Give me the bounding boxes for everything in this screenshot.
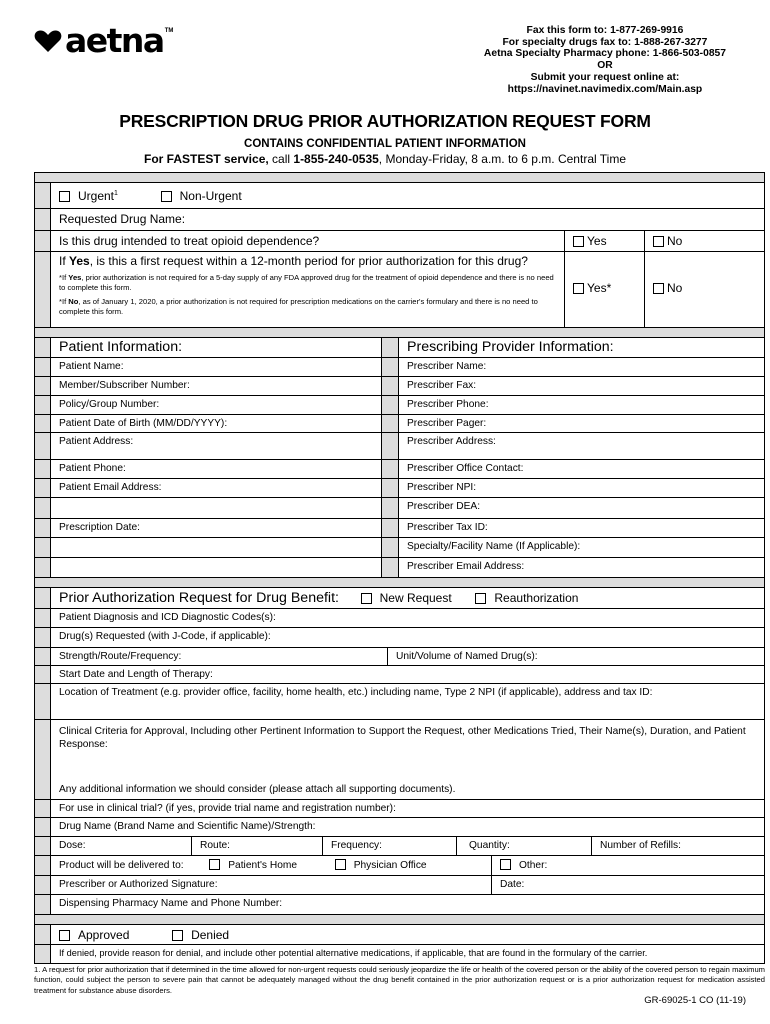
first-request-no-option[interactable] (644, 252, 764, 327)
pa-row (35, 837, 764, 856)
section-separator (35, 328, 764, 338)
column-divider (381, 558, 399, 577)
gutter (35, 800, 51, 817)
yes-label: Yes (587, 234, 607, 248)
prescriber-dea-field[interactable]: Prescriber DEA: (407, 501, 481, 512)
reauthorization-label: Reauthorization (494, 591, 579, 605)
gutter (35, 578, 51, 587)
info-row (35, 558, 764, 578)
first-request-q: , is this a first request within a 12-month period for prior authorization for this drug? (89, 254, 528, 268)
decision-options (51, 925, 764, 944)
gutter (35, 666, 51, 683)
decision-reason-row (35, 945, 764, 963)
submit-url[interactable]: https://navinet.navimedix.com/Main.asp (507, 83, 703, 95)
dob-field[interactable]: Patient Date of Birth (MM/DD/YYYY): (59, 418, 228, 429)
info-row (35, 519, 764, 538)
section-separator (35, 578, 764, 588)
prescriber-name-field[interactable]: Prescriber Name: (407, 361, 487, 372)
fax-line: For specialty drugs fax to: 1-888-267-3277 (502, 36, 708, 48)
opioid-yes-option[interactable] (564, 231, 644, 251)
section-separator (35, 915, 764, 925)
pharmacy-field[interactable]: Dispensing Pharmacy Name and Phone Number: (59, 898, 283, 909)
no-note (59, 295, 560, 317)
fax-line: Aetna Specialty Pharmacy phone: 1-866-503-0857 (483, 48, 726, 60)
info-row (35, 396, 764, 415)
approved-checkbox[interactable] (59, 930, 70, 941)
prescriber-pager-field[interactable]: Prescriber Pager: (407, 418, 487, 429)
urgency-row (35, 183, 764, 209)
info-row (35, 433, 764, 460)
confidential-notice: CONTAINS CONFIDENTIAL PATIENT INFORMATION (244, 138, 526, 150)
gutter (35, 479, 51, 497)
denied-reason-field[interactable]: If denied, provide reason for denial, and include other potential alternative medications, if applicable, that are found in the formulary of the carrier. (59, 948, 648, 958)
gutter (35, 519, 51, 537)
first-request-yes-option[interactable] (564, 252, 644, 327)
blank-field[interactable] (51, 538, 381, 557)
physician-office-label: Physician Office (353, 860, 427, 871)
service-line (0, 152, 770, 166)
pa-row (35, 720, 764, 800)
non-urgent-label: Non-Urgent (179, 189, 242, 203)
patient-address-field[interactable]: Patient Address: (59, 436, 134, 447)
gutter (35, 856, 51, 875)
if-text: If (59, 254, 70, 268)
refills-field[interactable]: Number of Refills: (591, 837, 764, 855)
fax-line: Fax this form to: 1-877-269-9916 (526, 25, 684, 36)
pa-row (35, 895, 764, 915)
note-yes: Yes (68, 273, 82, 282)
info-row (35, 479, 764, 498)
first-request-text (59, 254, 560, 268)
footnote: 1. A request for prior authorization that if determined in the time allowed for non-urgent requests could seriously jeopardize the life or health of the covered person or the ability of the covered person to regain maximum function, could subject the person to severe pain that cannot be adequately managed without the drug benefit contained in the prior authorization request or is a prior authorization request for medication assisted treatment for substance abuse disorders. (34, 965, 765, 995)
column-divider (381, 396, 399, 414)
date-field[interactable]: Date: (491, 876, 764, 894)
column-divider (381, 338, 399, 357)
gutter (35, 173, 51, 182)
note-prefix: *If (59, 297, 69, 306)
service-phone: 1-855-240-0535 (293, 152, 379, 166)
yes-bold: Yes (69, 254, 90, 268)
start-date-field[interactable]: Start Date and Length of Therapy: (59, 669, 213, 680)
provider-info-heading: Prescribing Provider Information: (407, 339, 614, 355)
pa-row (35, 684, 764, 720)
yes-checkbox[interactable] (573, 236, 584, 247)
non-urgent-checkbox[interactable] (161, 191, 172, 202)
gutter (35, 209, 51, 230)
gutter (35, 358, 51, 376)
opioid-row (35, 231, 764, 252)
gutter (35, 837, 51, 855)
logo-wordmark: aetna (65, 21, 164, 60)
info-row (35, 415, 764, 433)
urgent-checkbox[interactable] (59, 191, 70, 202)
diagnosis-field[interactable]: Patient Diagnosis and ICD Diagnostic Codes(s): (59, 612, 276, 623)
drugs-requested-field[interactable]: Drug(s) Requested (with J-Code, if applicable): (59, 631, 271, 642)
pa-heading-content (51, 588, 764, 608)
pa-row (35, 876, 764, 895)
column-divider (381, 519, 399, 537)
other-label: Other: (519, 860, 548, 871)
note-no: No (68, 297, 79, 306)
gutter (35, 328, 51, 337)
info-row (35, 460, 764, 479)
pa-row (35, 818, 764, 837)
service-call: call (268, 152, 294, 166)
trademark-mark: TM (164, 28, 174, 34)
reauthorization-checkbox[interactable] (475, 593, 486, 604)
note-yes-text: , prior authorization is not required for a 5-day supply of any FDA approved drug for the treatment of opioid dependence and there is no need to complete this form. (59, 273, 554, 292)
note-prefix: *If (59, 273, 69, 282)
gutter (35, 915, 51, 924)
info-row (35, 498, 764, 519)
heart-icon (34, 29, 62, 53)
info-row (35, 358, 764, 377)
treatment-location-field[interactable]: Location of Treatment (e.g. provider office, facility, home health, etc.) including name, Type 2 NPI (if applicable), address and tax ID: (59, 687, 653, 698)
other-option[interactable] (491, 856, 764, 875)
form-title: PRESCRIPTION DRUG PRIOR AUTHORIZATION REQUEST FORM (119, 111, 651, 131)
prescriber-phone-field[interactable]: Prescriber Phone: (407, 399, 489, 410)
column-divider (381, 498, 399, 518)
gutter (35, 895, 51, 914)
denied-label: Denied (191, 928, 230, 942)
physician-office-checkbox[interactable] (335, 859, 346, 870)
first-request-question (51, 252, 564, 327)
section-separator (35, 173, 764, 183)
prescription-date-field[interactable]: Prescription Date: (59, 522, 140, 533)
approved-label: Approved (78, 928, 130, 942)
gutter (35, 684, 51, 719)
gutter (35, 609, 51, 627)
column-divider (381, 479, 399, 497)
yes-note (59, 271, 560, 293)
new-request-checkbox[interactable] (361, 593, 372, 604)
specialty-facility-field[interactable]: Specialty/Facility Name (If Applicable): (407, 541, 581, 552)
gutter (35, 720, 51, 799)
blank-field[interactable] (51, 558, 381, 577)
gutter (35, 498, 51, 518)
column-divider (381, 538, 399, 557)
service-suffix: , Monday-Friday, 8 a.m. to 6 p.m. Central Time (378, 152, 626, 166)
quantity-field[interactable]: Quantity: (456, 837, 591, 855)
delivery-options (51, 856, 491, 875)
form-code: GR-69025-1 CO (11-19) (644, 995, 746, 1006)
office-contact-field[interactable]: Prescriber Office Contact: (407, 463, 524, 474)
urgent-label: Urgent (78, 189, 115, 203)
signature-field[interactable]: Prescriber or Authorized Signature: (59, 879, 218, 890)
yes-star-checkbox[interactable] (573, 283, 584, 294)
dose-field[interactable]: Dose: (59, 840, 86, 851)
patient-info-heading: Patient Information: (59, 339, 183, 355)
gutter (35, 183, 51, 208)
gutter (35, 415, 51, 432)
note-no-text: , as of January 1, 2020, a prior authorization is not required for prescription medications on the carrier's formulary and there is no need to complete this form. (59, 297, 538, 316)
yes-star-label: Yes* (587, 281, 612, 295)
clinical-criteria-field[interactable] (51, 720, 764, 799)
first-request-row (35, 252, 764, 328)
column-divider (381, 433, 399, 459)
gutter (35, 433, 51, 459)
prescriber-fax-field[interactable]: Prescriber Fax: (407, 380, 477, 391)
gutter (35, 588, 51, 608)
gutter (35, 925, 51, 944)
clinical-trial-field[interactable]: For use in clinical trial? (if yes, provide trial name and registration number): (59, 803, 396, 814)
patients-home-label: Patient's Home (228, 860, 298, 871)
fax-instructions (484, 25, 726, 95)
info-row (35, 538, 764, 558)
additional-info-label: Any additional information we should consider (please attach all supporting documents). (59, 784, 456, 795)
prior-auth-form (34, 172, 765, 964)
pa-row (35, 800, 764, 818)
patient-email-field[interactable]: Patient Email Address: (59, 482, 162, 493)
pa-heading: Prior Authorization Request for Drug Benefit: (59, 590, 339, 606)
pa-row (35, 666, 764, 684)
pa-heading-row (35, 588, 764, 609)
gutter (35, 558, 51, 577)
gutter (35, 945, 51, 963)
no-checkbox[interactable] (653, 283, 664, 294)
gutter (35, 818, 51, 836)
prescriber-email-field[interactable]: Prescriber Email Address: (407, 561, 525, 572)
urgency-options (51, 183, 764, 208)
gutter (35, 460, 51, 478)
patient-name-field[interactable]: Patient Name: (59, 361, 124, 372)
drug-name-field[interactable]: Requested Drug Name: (59, 212, 186, 226)
drug-brand-field[interactable]: Drug Name (Brand Name and Scientific Name)/Strength: (59, 821, 316, 832)
gutter (35, 338, 51, 357)
pa-row (35, 609, 764, 628)
column-divider (381, 460, 399, 478)
opioid-no-option[interactable] (644, 231, 764, 251)
pa-row (35, 856, 764, 876)
unit-volume-field[interactable]: Unit/Volume of Named Drug(s): (387, 648, 764, 665)
no-checkbox[interactable] (653, 236, 664, 247)
drug-name-row (35, 209, 764, 231)
delivered-label: Product will be delivered to: (59, 860, 184, 871)
prescriber-address-field[interactable]: Prescriber Address: (407, 436, 496, 447)
column-divider (381, 377, 399, 395)
pa-row (35, 628, 764, 648)
gutter (35, 396, 51, 414)
decision-row (35, 925, 764, 945)
gutter (35, 876, 51, 894)
gutter (35, 538, 51, 557)
urgent-footnote-mark: 1 (114, 190, 118, 197)
info-row (35, 377, 764, 396)
other-checkbox[interactable] (500, 859, 511, 870)
pa-row (35, 648, 764, 666)
aetna-logo (34, 21, 174, 60)
info-headings-row (35, 338, 764, 358)
gutter (35, 231, 51, 251)
no-label: No (667, 234, 683, 248)
patients-home-checkbox[interactable] (209, 859, 220, 870)
clinical-criteria-label: Clinical Criteria for Approval, Including other Pertinent Information to Support the Request, other Medications Tried, Their Name(s), Duration, and Patient Response: (59, 726, 746, 750)
policy-number-field[interactable]: Policy/Group Number: (59, 399, 160, 410)
column-divider (381, 358, 399, 376)
new-request-label: New Request (379, 591, 452, 605)
fax-line: OR (597, 60, 613, 72)
prescriber-npi-field[interactable]: Prescriber NPI: (407, 482, 477, 493)
service-prefix: For FASTEST service, (143, 152, 269, 166)
blank-field[interactable] (51, 498, 381, 518)
gutter (35, 252, 51, 327)
no-label: No (667, 281, 683, 295)
gutter (35, 648, 51, 665)
member-number-field[interactable]: Member/Subscriber Number: (59, 380, 190, 391)
fax-line: Submit your request online at: (530, 71, 680, 83)
gutter (35, 628, 51, 647)
column-divider (381, 415, 399, 432)
denied-checkbox[interactable] (172, 930, 183, 941)
frequency-field[interactable]: Frequency: (322, 837, 456, 855)
opioid-question: Is this drug intended to treat opioid dependence? (59, 234, 320, 248)
strength-field[interactable]: Strength/Route/Frequency: (59, 651, 182, 662)
prescriber-tax-id-field[interactable]: Prescriber Tax ID: (407, 522, 488, 533)
gutter (35, 377, 51, 395)
patient-phone-field[interactable]: Patient Phone: (59, 463, 126, 474)
route-field[interactable]: Route: (191, 837, 322, 855)
